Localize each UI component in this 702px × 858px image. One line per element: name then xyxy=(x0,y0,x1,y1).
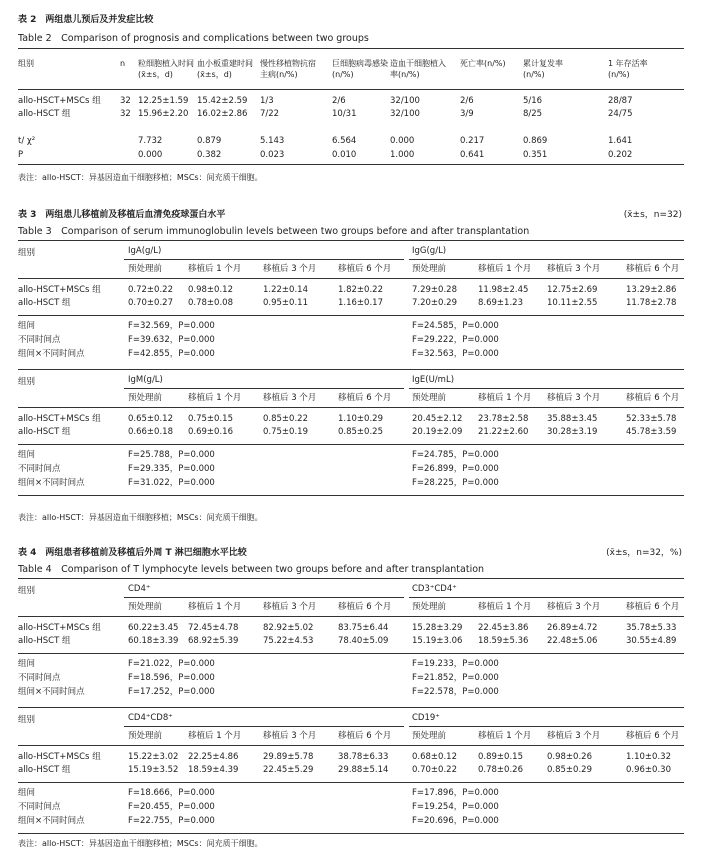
t3-f-label: 组间×不同时间点 xyxy=(18,349,85,359)
t4-f-right: F=19.254，P=0.000 xyxy=(412,802,499,812)
t3-cell: 0.70±0.27 xyxy=(128,298,173,308)
t4-subhead: 移植后 3 个月 xyxy=(263,731,317,741)
table2-stat-cell: 0.010 xyxy=(332,150,357,160)
table2-stat-cell: 0.023 xyxy=(260,150,285,160)
table2-cell: 7/22 xyxy=(260,109,280,119)
table2-cell: 16.02±2.86 xyxy=(197,109,248,119)
t3-subhead: 移植后 1 个月 xyxy=(188,393,242,403)
table2-cell: 32 xyxy=(120,109,131,119)
table4-title-en: Table 4 Comparison of T lymphocyte levels between two groups before and after transplantation xyxy=(18,564,485,575)
t3-cell: 0.95±0.11 xyxy=(263,298,308,308)
t4-cell: 0.96±0.30 xyxy=(626,765,671,775)
t3-subhead: 移植后 3 个月 xyxy=(263,393,317,403)
t3-cell: 11.98±2.45 xyxy=(478,285,529,295)
table2-stat-cell: 0.000 xyxy=(390,136,415,146)
t3-f-left: F=42.855，P=0.000 xyxy=(128,349,215,359)
t4-measure-rule xyxy=(409,726,684,727)
table2-header-cell: 组别 xyxy=(18,59,34,68)
t4-cell: 68.92±5.39 xyxy=(188,636,239,646)
table2-cell: 2/6 xyxy=(332,96,346,106)
table2-stat-cell: 0.869 xyxy=(523,136,548,146)
table2-cell: 12.25±1.59 xyxy=(138,96,189,106)
t3-cell: 0.66±0.18 xyxy=(128,427,173,437)
t4-f-left: F=22.755，P=0.000 xyxy=(128,816,215,826)
t4-subhead: 移植后 1 个月 xyxy=(188,602,242,612)
t4-f-label: 组间 xyxy=(18,788,36,798)
t4-cell: 18.59±4.39 xyxy=(188,765,239,775)
table2-header-cell: 血小板重建时间(x̄±s，d) xyxy=(197,59,253,79)
table2-header-cell: 粒细胞植入时间(x̄±s，d) xyxy=(138,59,194,79)
t3-subhead: 移植后 6 个月 xyxy=(338,264,392,274)
t4-cell: 38.78±6.33 xyxy=(338,752,389,762)
t4-subhead: 移植后 3 个月 xyxy=(263,602,317,612)
table2-stat-cell: 5.143 xyxy=(260,136,285,146)
t4-measure-right: CD19⁺ xyxy=(412,713,440,723)
t3-measure-left: IgA(g/L) xyxy=(128,246,162,256)
t3-subhead: 移植后 1 个月 xyxy=(188,264,242,274)
t4-f-label: 组间 xyxy=(18,659,36,669)
table2-stat-cell: 0.641 xyxy=(460,150,485,160)
table3-title-en: Table 3 Comparison of serum immunoglobulin levels between two groups before and after transplantation xyxy=(18,226,530,237)
t4-cell: 29.88±5.14 xyxy=(338,765,389,775)
t4-cell: 15.22±3.02 xyxy=(128,752,179,762)
t4-subhead: 移植后 1 个月 xyxy=(478,731,532,741)
table2-cell: 28/87 xyxy=(608,96,633,106)
table4-unit: (x̄±s，n=32，%) xyxy=(606,548,682,558)
t3-measure-rule xyxy=(124,259,404,260)
t4-cell: 0.98±0.26 xyxy=(547,752,592,762)
table2-header-cell: 造血干细胞植入率(n/%) xyxy=(390,59,446,79)
t3-f-right: F=24.785，P=0.000 xyxy=(412,450,499,460)
t3-cell: 0.98±0.12 xyxy=(188,285,233,295)
t4-f-label: 组间×不同时间点 xyxy=(18,816,85,826)
t3-subhead: 移植后 1 个月 xyxy=(478,393,532,403)
t4-cell: allo-HSCT+MSCs 组 xyxy=(18,623,101,633)
t3-top-rule xyxy=(18,240,684,241)
table2-title: 表 2 两组患儿预后及并发症比较 xyxy=(18,15,154,25)
t3-cell: allo-HSCT 组 xyxy=(18,298,71,308)
t3-subhead: 移植后 3 个月 xyxy=(547,393,601,403)
table2-bottom-rule xyxy=(18,164,684,165)
t4-cell: 0.85±0.29 xyxy=(547,765,592,775)
t3-measure-right: IgG(g/L) xyxy=(412,246,447,256)
t4-cell: 83.75±6.44 xyxy=(338,623,389,633)
t4-data-rule xyxy=(18,782,684,783)
t4-subhead: 预处理前 xyxy=(412,731,447,741)
table2-header-cell: n xyxy=(120,59,126,68)
table2-header-rule xyxy=(18,89,684,90)
t3-f-right: F=26.899，P=0.000 xyxy=(412,464,499,474)
t4-cell: allo-HSCT 组 xyxy=(18,765,71,775)
t4-cell: 60.18±3.39 xyxy=(128,636,179,646)
t3-measure-right: IgE(U/mL) xyxy=(412,375,455,385)
table2-header-cell: 巨细胞病毒感染(n/%) xyxy=(332,59,388,79)
t4-cell: 82.92±5.02 xyxy=(263,623,314,633)
table2-stat-cell: 0.879 xyxy=(197,136,222,146)
t4-subhead: 移植后 6 个月 xyxy=(338,602,392,612)
t3-f-right: F=29.222，P=0.000 xyxy=(412,335,499,345)
t3-cell: 1.10±0.29 xyxy=(338,414,383,424)
t3-f-right: F=32.563，P=0.000 xyxy=(412,349,499,359)
table4-note: 表注：allo-HSCT：异基因造血干细胞移植；MSCs：间充质干细胞。 xyxy=(18,839,263,848)
table2-cell: 15.96±2.20 xyxy=(138,109,189,119)
t3-cell: allo-HSCT+MSCs 组 xyxy=(18,285,101,295)
t3-f-label: 组间×不同时间点 xyxy=(18,478,85,488)
table2-header-cell: 死亡率(n/%) xyxy=(460,59,506,68)
table2-top-rule xyxy=(18,48,684,49)
table2-cell: 8/25 xyxy=(523,109,543,119)
t4-cell: 26.89±4.72 xyxy=(547,623,598,633)
t4-cell: 0.78±0.26 xyxy=(478,765,523,775)
t4-bottom-rule xyxy=(18,833,684,834)
t3-f-right: F=24.585，P=0.000 xyxy=(412,321,499,331)
table2-stat-cell: 0.000 xyxy=(138,150,163,160)
t3-cell: 30.28±3.19 xyxy=(547,427,598,437)
t3-cell: 11.78±2.78 xyxy=(626,298,677,308)
t4-cell: 15.19±3.52 xyxy=(128,765,179,775)
t4-group-label: 组别 xyxy=(18,715,36,725)
t4-data-rule xyxy=(18,653,684,654)
t3-measure-rule xyxy=(409,388,684,389)
t3-f-label: 组间 xyxy=(18,321,36,331)
t4-subhead: 移植后 6 个月 xyxy=(626,731,680,741)
t4-measure-right: CD3⁺CD4⁺ xyxy=(412,584,457,594)
table2-cell: 15.42±2.59 xyxy=(197,96,248,106)
t4-subhead: 移植后 6 个月 xyxy=(626,602,680,612)
t4-f-left: F=20.455，P=0.000 xyxy=(128,802,215,812)
t4-measure-rule xyxy=(124,726,404,727)
t4-f-right: F=21.852，P=0.000 xyxy=(412,673,499,683)
t4-cell: 22.25±4.86 xyxy=(188,752,239,762)
t4-measure-rule xyxy=(409,597,684,598)
t3-cell: 7.20±0.29 xyxy=(412,298,457,308)
t3-subhead: 移植后 3 个月 xyxy=(263,264,317,274)
table4-title: 表 4 两组患者移植前及移植后外周 T 淋巴细胞水平比较 xyxy=(18,548,247,558)
t3-f-label: 不同时间点 xyxy=(18,335,61,345)
t3-data-rule xyxy=(18,444,684,445)
t4-cell: 0.89±0.15 xyxy=(478,752,523,762)
t4-cell: allo-HSCT+MSCs 组 xyxy=(18,752,101,762)
t3-cell: 0.85±0.25 xyxy=(338,427,383,437)
t3-cell: 45.78±3.59 xyxy=(626,427,677,437)
table2-cell: 32/100 xyxy=(390,109,420,119)
table2-cell: 24/75 xyxy=(608,109,633,119)
t3-subhead: 预处理前 xyxy=(412,264,447,274)
t4-f-left: F=21.022，P=0.000 xyxy=(128,659,215,669)
t4-f-label: 不同时间点 xyxy=(18,673,61,683)
t4-cell: 22.45±3.86 xyxy=(478,623,529,633)
t4-cell: 1.10±0.32 xyxy=(626,752,671,762)
t4-subhead: 移植后 3 个月 xyxy=(547,602,601,612)
t3-cell: 1.22±0.14 xyxy=(263,285,308,295)
t3-subhead: 预处理前 xyxy=(128,264,163,274)
t4-cell: 22.48±5.06 xyxy=(547,636,598,646)
table2-cell: 3/9 xyxy=(460,109,474,119)
table2-stat-cell: 1.000 xyxy=(390,150,415,160)
t4-top-rule xyxy=(18,578,684,579)
t4-cell: allo-HSCT 组 xyxy=(18,636,71,646)
t4-cell: 29.89±5.78 xyxy=(263,752,314,762)
table2-title-en: Table 2 Comparison of prognosis and complications between two groups xyxy=(18,33,369,44)
t4-f-left: F=18.596，P=0.000 xyxy=(128,673,215,683)
t3-cell: 0.65±0.12 xyxy=(128,414,173,424)
table2-cell: 2/6 xyxy=(460,96,474,106)
t3-group-label: 组别 xyxy=(18,377,36,387)
table3-title: 表 3 两组患儿移植前及移植后血清免疫球蛋白水平 xyxy=(18,210,226,220)
t4-f-label: 组间×不同时间点 xyxy=(18,687,85,697)
t4-cell: 30.55±4.89 xyxy=(626,636,677,646)
table3-note: 表注：allo-HSCT：异基因造血干细胞移植；MSCs：间充质干细胞。 xyxy=(18,513,263,522)
t3-cell: allo-HSCT+MSCs 组 xyxy=(18,414,101,424)
table3-unit: (x̄±s，n=32) xyxy=(623,210,682,220)
t3-f-left: F=25.788，P=0.000 xyxy=(128,450,215,460)
t3-f-label: 组间 xyxy=(18,450,36,460)
table2-cell: 32/100 xyxy=(390,96,420,106)
t3-cell: 21.22±2.60 xyxy=(478,427,529,437)
t3-cell: 0.75±0.15 xyxy=(188,414,233,424)
table2-cell: allo-HSCT 组 xyxy=(18,109,71,119)
t3-subhead: 移植后 6 个月 xyxy=(338,393,392,403)
t3-f-left: F=32.569，P=0.000 xyxy=(128,321,215,331)
t3-subhead: 移植后 6 个月 xyxy=(626,264,680,274)
t4-f-right: F=20.696，P=0.000 xyxy=(412,816,499,826)
t3-cell: 35.88±3.45 xyxy=(547,414,598,424)
table2-stat-cell: t/ χ² xyxy=(18,136,36,146)
t3-subhead: 预处理前 xyxy=(128,393,163,403)
t3-data-rule xyxy=(18,315,684,316)
t4-subhead: 移植后 6 个月 xyxy=(338,731,392,741)
t3-cell: 23.78±2.58 xyxy=(478,414,529,424)
table2-cell: allo-HSCT+MSCs 组 xyxy=(18,96,101,106)
t3-subhead-rule xyxy=(18,278,684,279)
t3-block-rule xyxy=(18,369,684,370)
t4-subhead: 移植后 1 个月 xyxy=(478,602,532,612)
table2-stat-cell: 7.732 xyxy=(138,136,163,146)
t4-cell: 60.22±3.45 xyxy=(128,623,179,633)
t3-f-label: 不同时间点 xyxy=(18,464,61,474)
table2-stat-cell: 0.202 xyxy=(608,150,633,160)
t4-subhead: 移植后 3 个月 xyxy=(547,731,601,741)
table2-cell: 5/16 xyxy=(523,96,543,106)
t3-subhead: 移植后 3 个月 xyxy=(547,264,601,274)
table2-cell: 10/31 xyxy=(332,109,357,119)
t4-cell: 78.40±5.09 xyxy=(338,636,389,646)
t4-subhead: 预处理前 xyxy=(412,602,447,612)
t3-subhead: 移植后 1 个月 xyxy=(478,264,532,274)
table2-note: 表注：allo-HSCT：异基因造血干细胞移植；MSCs：间充质干细胞。 xyxy=(18,173,263,182)
t3-cell: 13.29±2.86 xyxy=(626,285,677,295)
t4-cell: 22.45±5.29 xyxy=(263,765,314,775)
t4-group-label: 组别 xyxy=(18,586,36,596)
table2-cell: 1/3 xyxy=(260,96,274,106)
t4-cell: 72.45±4.78 xyxy=(188,623,239,633)
t3-f-right: F=28.225，P=0.000 xyxy=(412,478,499,488)
t3-cell: 8.69±1.23 xyxy=(478,298,523,308)
t4-subhead: 预处理前 xyxy=(128,602,163,612)
t4-cell: 75.22±4.53 xyxy=(263,636,314,646)
table2-stat-cell: 0.382 xyxy=(197,150,222,160)
t4-f-right: F=22.578，P=0.000 xyxy=(412,687,499,697)
t3-measure-rule xyxy=(124,388,404,389)
t4-f-right: F=19.233，P=0.000 xyxy=(412,659,499,669)
t3-cell: allo-HSCT 组 xyxy=(18,427,71,437)
t4-measure-rule xyxy=(124,597,404,598)
t3-cell: 10.11±2.55 xyxy=(547,298,598,308)
t3-cell: 1.16±0.17 xyxy=(338,298,383,308)
table2-cell: 32 xyxy=(120,96,131,106)
t4-f-left: F=18.666，P=0.000 xyxy=(128,788,215,798)
t3-measure-left: IgM(g/L) xyxy=(128,375,163,385)
t4-f-left: F=17.252，P=0.000 xyxy=(128,687,215,697)
t3-cell: 0.69±0.16 xyxy=(188,427,233,437)
t3-cell: 12.75±2.69 xyxy=(547,285,598,295)
table2-stat-cell: 0.351 xyxy=(523,150,548,160)
t4-subhead-rule xyxy=(18,745,684,746)
t3-subhead-rule xyxy=(18,407,684,408)
t3-cell: 0.75±0.19 xyxy=(263,427,308,437)
t3-cell: 20.45±2.12 xyxy=(412,414,463,424)
table2-header-cell: 累计复发率(n/%) xyxy=(523,59,563,79)
t3-cell: 20.19±2.09 xyxy=(412,427,463,437)
t4-cell: 15.19±3.06 xyxy=(412,636,463,646)
t3-f-left: F=29.335，P=0.000 xyxy=(128,464,215,474)
t3-measure-rule xyxy=(409,259,684,260)
t4-cell: 0.68±0.12 xyxy=(412,752,457,762)
t4-cell: 35.78±5.33 xyxy=(626,623,677,633)
table2-header-cell: 1 年存活率(n/%) xyxy=(608,59,648,79)
t4-measure-left: CD4⁺CD8⁺ xyxy=(128,713,173,723)
t3-subhead: 预处理前 xyxy=(412,393,447,403)
t3-cell: 0.72±0.22 xyxy=(128,285,173,295)
t3-cell: 0.85±0.22 xyxy=(263,414,308,424)
t4-cell: 18.59±5.36 xyxy=(478,636,529,646)
t4-f-right: F=17.896，P=0.000 xyxy=(412,788,499,798)
table2-stat-cell: P xyxy=(18,150,24,160)
t4-f-label: 不同时间点 xyxy=(18,802,61,812)
t4-cell: 0.70±0.22 xyxy=(412,765,457,775)
t3-f-left: F=31.022，P=0.000 xyxy=(128,478,215,488)
t4-subhead: 预处理前 xyxy=(128,731,163,741)
table2-stat-cell: 0.217 xyxy=(460,136,485,146)
table2-stat-cell: 6.564 xyxy=(332,136,357,146)
t3-cell: 0.78±0.08 xyxy=(188,298,233,308)
t3-cell: 52.33±5.78 xyxy=(626,414,677,424)
t4-subhead-rule xyxy=(18,616,684,617)
t4-subhead: 移植后 1 个月 xyxy=(188,731,242,741)
table2-header-cell: 慢性移植物抗宿主病(n/%) xyxy=(260,59,316,79)
t3-cell: 7.29±0.28 xyxy=(412,285,457,295)
table2-stat-cell: 1.641 xyxy=(608,136,633,146)
t3-bottom-rule xyxy=(18,495,684,496)
t3-group-label: 组别 xyxy=(18,248,36,258)
t4-cell: 15.28±3.29 xyxy=(412,623,463,633)
t4-measure-left: CD4⁺ xyxy=(128,584,151,594)
t3-subhead: 移植后 6 个月 xyxy=(626,393,680,403)
t3-cell: 1.82±0.22 xyxy=(338,285,383,295)
t4-block-rule xyxy=(18,707,684,708)
t3-f-left: F=39.632，P=0.000 xyxy=(128,335,215,345)
